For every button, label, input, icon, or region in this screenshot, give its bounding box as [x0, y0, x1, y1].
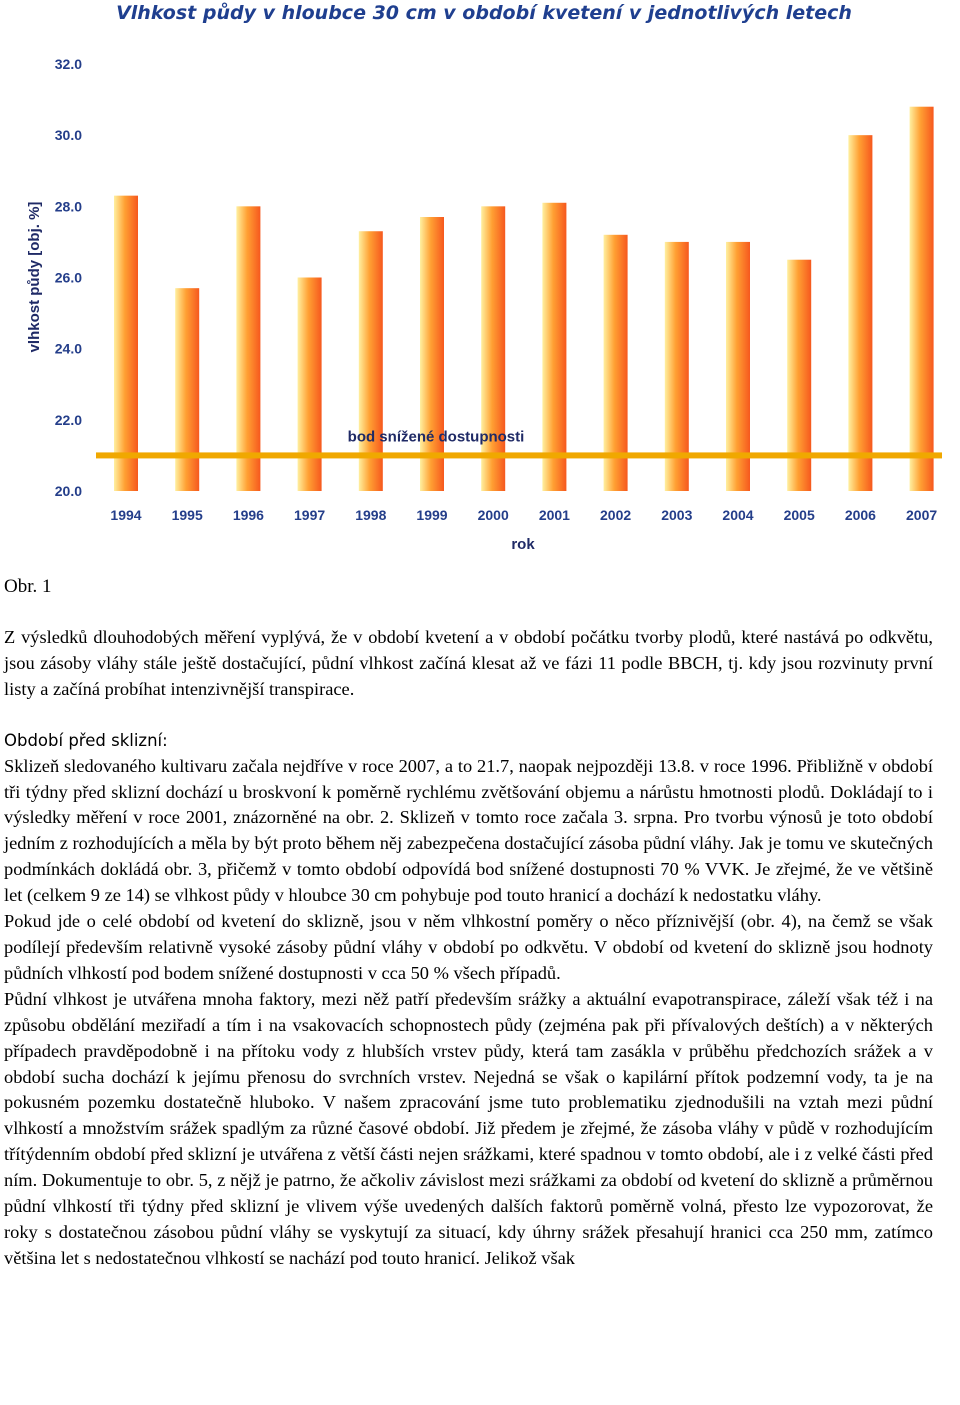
- bar: [236, 206, 260, 491]
- bar-chart: [0, 0, 960, 560]
- bar: [542, 203, 566, 491]
- x-tick-label: 2003: [661, 507, 693, 523]
- x-tick-label: 2000: [477, 507, 509, 523]
- x-tick-label: 1999: [416, 507, 448, 523]
- x-axis-label: rok: [511, 536, 535, 553]
- reference-line-label: bod snížené dostupnosti: [347, 428, 525, 446]
- bar: [175, 288, 199, 491]
- bar: [298, 278, 322, 492]
- bar: [359, 231, 383, 491]
- x-tick-label: 2004: [722, 507, 754, 523]
- y-tick-label: 24.0: [54, 340, 82, 357]
- y-tick-label: 26.0: [54, 269, 82, 286]
- figure-caption: Obr. 1: [4, 576, 52, 597]
- paragraph-3: Pokud jde o celé období od kvetení do sklizně, jsou v něm vlhkostní poměry o něco příznivější (obr. 4), na čemž se však podílejí především relativně vysoké zásoby půdní vláhy v období po odkvětu. V období od kvetení do sklizně jsou hodnoty půdních vlhkostí pod bodem snížené dostupnosti v cca 50 % všech případů.: [4, 911, 933, 983]
- y-tick-label: 32.0: [54, 56, 82, 72]
- y-axis-label: vlhkost půdy [obj. %]: [26, 201, 43, 353]
- x-tick-label: 2005: [783, 507, 815, 523]
- bar: [848, 135, 872, 491]
- x-tick-label: 2001: [538, 507, 570, 523]
- x-tick-label: 2007: [906, 507, 938, 523]
- body-text: [4, 625, 933, 1272]
- y-tick-label: 22.0: [54, 411, 82, 428]
- bar: [420, 217, 444, 491]
- chart-title: Vlhkost půdy v hloubce 30 cm v období kvetení v jednotlivých letech: [116, 2, 852, 24]
- paragraph-2: Sklizeň sledovaného kultivaru začala nejdříve v roce 2007, a to 21.7, naopak nejpozději 13.8. v roce 1996. Přibližně v období tři týdny před sklizní dochází u broskvoní k poměrně rychlému zvětšování objemu a nárůstu hmotnosti plodů. Dokládají to i výsledky měření v roce 2001, znázorněné na obr. 2. Sklizeň v tomto roce začala 3. srpna. Pro tvorbu výnosů je toto období jedním z rozhodujících a měla by být proto během něj zabezpečena dostačující zásoba půdní vláhy. Jak je tomu ve skutečných podmínkách dokládá obr. 3, přičemž v tomto období odpovídá bod snížené dostupnosti 70 % VVK. Je zřejmé, že ve většině let (celkem 9 ze 14) se vlhkost půdy v hloubce 30 cm pohybuje pod touto hranicí a dochází k nedostatku vláhy.: [4, 755, 933, 906]
- y-tick-label: 20.0: [54, 483, 82, 499]
- x-tick-label: 2006: [844, 507, 876, 523]
- paragraph-1: Z výsledků dlouhodobých měření vyplývá, že v období kvetení a v období počátku tvorby plodů, které nastává po odkvětu, jsou zásoby vláhy stále ještě dostačující, půdní vlhkost začíná klesat až ve fázi 11 podle BBCH, tj. kdy jsou rozvinuty první listy a začíná probíhat intenzivnější transpirace.: [4, 627, 933, 699]
- bar: [481, 206, 505, 491]
- x-tick-label: 1995: [171, 507, 203, 523]
- x-tick-label: 1998: [355, 507, 387, 523]
- x-tick-label: 1997: [294, 507, 326, 523]
- y-tick-label: 30.0: [54, 127, 82, 144]
- x-tick-label: 2002: [600, 507, 632, 523]
- x-tick-label: 1996: [232, 507, 264, 523]
- y-tick-label: 28.0: [54, 198, 82, 215]
- section-heading: Období před sklizní:: [4, 730, 168, 750]
- paragraph-4: Půdní vlhkost je utvářena mnoha faktory, mezi něž patří především srážky a aktuální evapotranspirace, záleží však též i na způsobu obdělání meziřadí a tím i na vsakovacích schopnostech půdy (zejména pak při přívalových deštích) a v některých případech pravděpodobně i na přítoku vody z hlubších vrstev půdy, která tam zasákla v průběhu předchozích srážek a v období sucha dochází k jejímu přenosu do svrchních vrstev. Nejedná se však o kapilární přítok podzemní vody, ta je na pokusném pozemku dostatečně hluboko. V našem zpracování jsme tuto problematiku zjednodušili na vztah mezi půdní vlhkostí a množstvím srážek spadlým za různé časové období. Již předem je zřejmé, že zásoba vláhy v půdě v rozhodujícím třítýdenním období před sklizní je utvářena z větší části nejen srážkami, které spadnou v tomto období, ale i z velké části před ním. Dokumentuje to obr. 5, z nějž je patrno, že ačkoliv závislost mezi srážkami za období od kvetení do sklizně a průměrnou půdní vlhkostí tři týdny před sklizní je vlivem výše uvedených dalších faktorů poměrně volná, přesto lze vypozorovat, že roky s dostatečnou zásobou půdní vláhy se vyskytují za situací, kdy úhrny srážek přesahují hranici cca 250 mm, zatímco většina let s nedostatečnou vlhkostí se nachází pod touto hranicí. Jelikož však: [4, 988, 933, 1268]
- reference-line: [96, 452, 942, 458]
- bar: [910, 107, 934, 491]
- bar: [114, 196, 138, 491]
- x-tick-label: 1994: [110, 507, 142, 523]
